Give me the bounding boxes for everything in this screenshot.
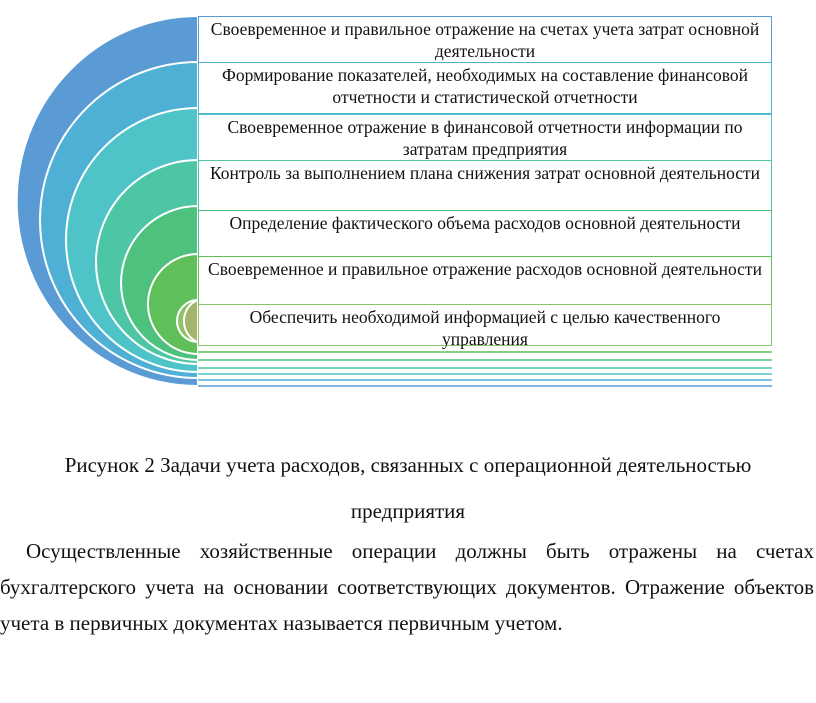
task-text: Своевременное отражение в финансовой отчетности информации по затратам предприятия [227, 117, 743, 159]
task-box-1 [198, 16, 772, 64]
task-text: Определение фактического объема расходов основной деятельности [229, 213, 741, 233]
task-text: Формирование показателей, необходимых на составление финансовой отчетности и статистической отчетности [222, 65, 748, 107]
task-box-6 [198, 256, 772, 306]
task-box-7 [198, 304, 772, 349]
figure-caption-line-1: Рисунок 2 Задачи учета расходов, связанных с операционной деятельностью предприятия [64, 453, 752, 523]
task-text: Обеспечить необходимой информацией с целью качественного управления [249, 307, 721, 349]
task-text: Своевременное и правильное отражение на счетах учета затрат основной деятельности [210, 19, 760, 61]
task-box-4 [198, 160, 772, 212]
task-box-5 [198, 210, 772, 258]
task-text: Контроль за выполнением плана снижения затрат основной деятельности [209, 163, 761, 183]
task-text: Своевременное и правильное отражение расходов основной деятельности [208, 259, 762, 279]
task-box-3 [198, 114, 772, 162]
body-paragraph: Осуществленные хозяйственные операции должны быть отражены на счетах бухгалтерского учета на основании соответствующих документов. Отражение объектов учета в первичных документах называется первичным учетом. [0, 539, 814, 635]
task-box-2 [198, 62, 772, 114]
